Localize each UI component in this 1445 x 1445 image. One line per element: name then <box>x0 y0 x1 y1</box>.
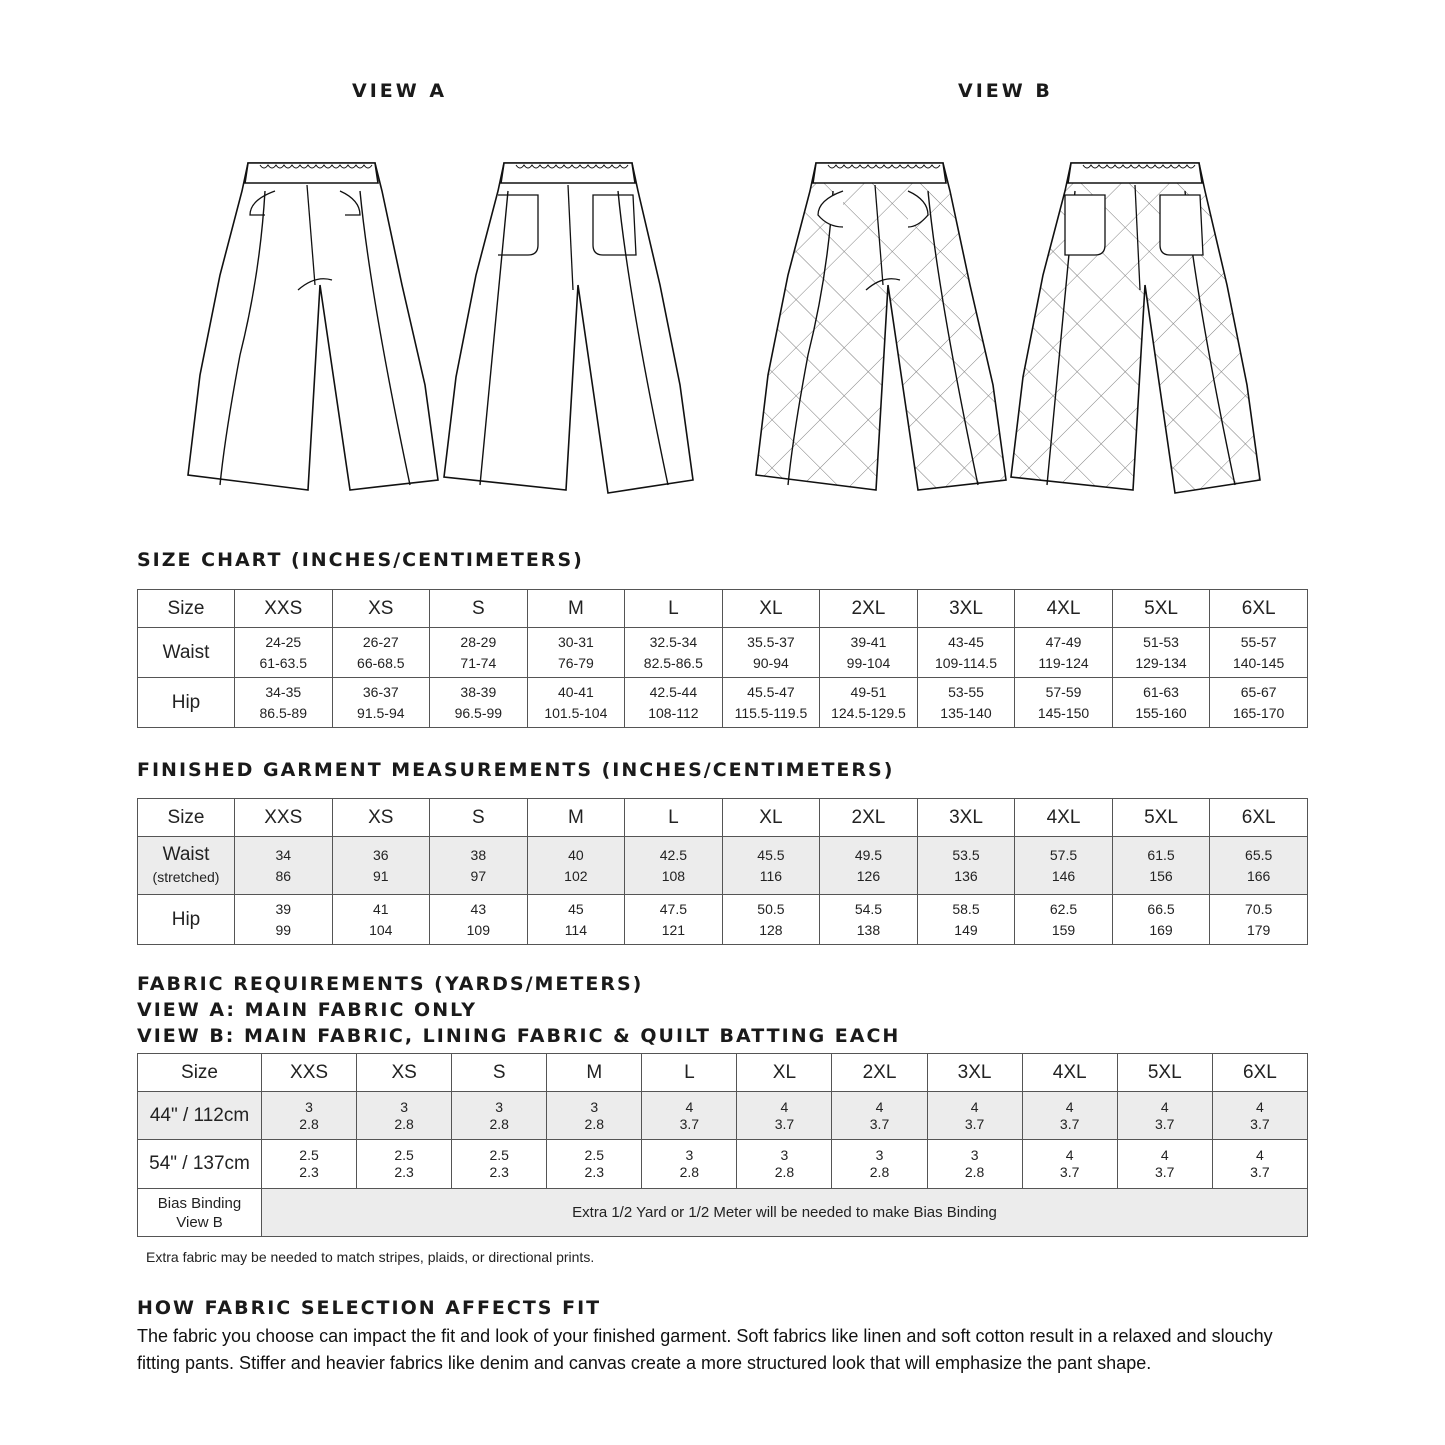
yard-value: 4 <box>1065 1147 1074 1163</box>
measure-cell <box>332 837 430 895</box>
fabric-heading: FABRIC REQUIREMENTS (YARDS/METERS) <box>137 973 644 995</box>
size-cell: L <box>625 590 723 628</box>
meter-value: 2.8 <box>964 1164 985 1180</box>
inch-value: 57-59 <box>1045 683 1082 700</box>
yard-value: 4 <box>685 1098 694 1115</box>
meter-value: 2.8 <box>869 1164 890 1180</box>
yard-value: 4 <box>875 1098 884 1115</box>
size-cell: M <box>547 1054 642 1092</box>
finished-waist-row <box>138 837 1308 895</box>
inch-value: 58.5 <box>952 900 980 917</box>
measure-cell <box>527 628 625 678</box>
size-cell: XS <box>357 1054 452 1092</box>
measure-cell <box>917 628 1015 678</box>
meter-value: 3.7 <box>1059 1115 1080 1132</box>
cm-value: 91 <box>373 867 389 884</box>
meter-value: 3.7 <box>1250 1164 1270 1180</box>
inch-value: 28-29 <box>460 633 497 650</box>
size-cell: XS <box>332 799 430 837</box>
yard-value: 3 <box>685 1147 694 1163</box>
measure-cell <box>1015 837 1113 895</box>
measure-cell <box>737 1092 832 1140</box>
cm-value: 169 <box>1149 921 1173 938</box>
measure-cell <box>1112 895 1210 945</box>
measure-cell <box>820 678 918 728</box>
inch-value: 55-57 <box>1240 633 1277 650</box>
size-cell: XS <box>332 590 430 628</box>
inch-value: 50.5 <box>757 900 785 917</box>
size-cell: 6XL <box>1210 590 1308 628</box>
cm-value: 159 <box>1051 921 1076 938</box>
cm-value: 71-74 <box>460 654 497 671</box>
yard-value: 3 <box>970 1147 979 1163</box>
bias-binding-row <box>138 1189 1308 1237</box>
cm-value: 140-145 <box>1232 654 1285 671</box>
inch-value: 43 <box>470 900 487 917</box>
inch-value: 35.5-37 <box>747 633 795 650</box>
measure-cell <box>262 1140 357 1189</box>
inch-value: 36-37 <box>362 683 399 700</box>
measure-cell <box>1015 678 1113 728</box>
row-label: Waist <box>162 844 210 865</box>
view-a-title: VIEW A <box>352 80 448 102</box>
measure-cell <box>642 1092 737 1140</box>
cm-value: 146 <box>1051 867 1076 884</box>
cm-value: 115.5-119.5 <box>734 704 808 721</box>
cm-value: 108 <box>661 867 686 884</box>
yard-value: 3 <box>495 1098 504 1115</box>
size-chart-waist-row <box>138 628 1308 678</box>
cm-value: 82.5-86.5 <box>643 654 703 671</box>
measure-cell <box>332 628 430 678</box>
size-cell: M <box>527 590 625 628</box>
cm-value: 179 <box>1246 921 1271 938</box>
yard-value: 2.5 <box>394 1147 414 1163</box>
yard-value: 3 <box>305 1098 313 1115</box>
yard-value: 4 <box>1160 1147 1169 1163</box>
measure-cell <box>1117 1092 1212 1140</box>
inch-value: 40-41 <box>557 683 594 700</box>
inch-value: 39 <box>275 900 292 917</box>
row-label: 54" / 137cm <box>138 1140 262 1189</box>
measure-cell <box>917 837 1015 895</box>
inch-value: 34 <box>275 846 292 863</box>
cm-value: 99 <box>275 921 292 938</box>
measure-cell <box>722 628 820 678</box>
inch-value: 36 <box>373 846 389 863</box>
measure-cell <box>820 628 918 678</box>
inch-value: 47-49 <box>1045 633 1082 650</box>
meter-value: 3.7 <box>1059 1164 1080 1180</box>
inch-value: 24-25 <box>265 633 302 650</box>
cm-value: 126 <box>856 867 881 884</box>
size-cell: XL <box>722 799 820 837</box>
size-cell: 4XL <box>1022 1054 1117 1092</box>
measure-cell <box>832 1092 927 1140</box>
inch-value: 38 <box>470 846 487 863</box>
cm-value: 101.5-104 <box>544 704 608 721</box>
measure-cell <box>1117 1140 1212 1189</box>
size-cell: 6XL <box>1212 1054 1307 1092</box>
inch-value: 61.5 <box>1147 846 1175 863</box>
fit-paragraph: The fabric you choose can impact the fit and look of your finished garment. Soft fabrics like linen and soft cotton result in a relaxed and slouchy fitting pants. Stiffer and heavier fabrics like denim and canvas create a more structured look that will emphasize the pant shape. <box>137 1326 1273 1373</box>
fabric-requirements-table <box>137 1053 1308 1237</box>
inch-value: 51-53 <box>1143 633 1179 650</box>
cm-value: 145-150 <box>1037 704 1090 721</box>
inch-value: 45 <box>568 900 584 917</box>
inch-value: 34-35 <box>265 683 302 700</box>
inch-value: 30-31 <box>557 633 594 650</box>
cm-value: 104 <box>369 921 393 938</box>
measure-cell <box>1112 678 1210 728</box>
measure-cell <box>262 1092 357 1140</box>
inch-value: 53-55 <box>948 683 984 700</box>
meter-value: 3.7 <box>679 1115 700 1132</box>
size-cell: XXS <box>262 1054 357 1092</box>
cm-value: 76-79 <box>557 654 594 671</box>
inch-value: 61-63 <box>1143 683 1179 700</box>
inch-value: 49-51 <box>850 683 887 700</box>
inch-value: 57.5 <box>1049 846 1078 863</box>
size-cell: XXS <box>235 799 333 837</box>
bias-label-cell <box>138 1189 262 1237</box>
measure-cell <box>357 1092 452 1140</box>
size-cell: L <box>625 799 723 837</box>
inch-value: 39-41 <box>850 633 887 650</box>
measure-cell <box>1112 628 1210 678</box>
meter-value: 3.7 <box>1155 1115 1175 1132</box>
measure-cell <box>527 837 625 895</box>
cm-value: 166 <box>1246 867 1271 884</box>
measure-cell <box>547 1140 642 1189</box>
measure-cell <box>1210 678 1308 728</box>
inch-value: 43-45 <box>948 633 984 650</box>
meter-value: 3.7 <box>869 1115 890 1132</box>
cm-value: 97 <box>470 867 487 884</box>
cm-value: 128 <box>759 921 783 938</box>
inch-value: 54.5 <box>854 900 883 917</box>
size-cell: S <box>430 590 528 628</box>
row-sublabel: (stretched) <box>152 869 220 885</box>
measure-cell <box>452 1140 547 1189</box>
cm-value: 129-134 <box>1135 654 1187 671</box>
measure-cell <box>1015 628 1113 678</box>
inch-value: 42.5 <box>659 846 688 863</box>
meter-value: 2.3 <box>489 1164 509 1180</box>
view-b-title: VIEW B <box>958 80 1053 102</box>
fit-heading: HOW FABRIC SELECTION AFFECTS FIT <box>137 1297 602 1319</box>
measure-cell <box>332 678 430 728</box>
cm-value: 86.5-89 <box>259 704 307 721</box>
yard-value: 4 <box>780 1098 789 1115</box>
meter-value: 2.8 <box>489 1115 509 1132</box>
meter-value: 3.7 <box>1250 1115 1270 1132</box>
measure-cell <box>547 1092 642 1140</box>
measure-cell <box>527 895 625 945</box>
cm-value: 136 <box>954 867 978 884</box>
bias-text: Extra 1/2 Yard or 1/2 Meter will be needed to make Bias Binding <box>262 1189 1308 1237</box>
yard-value: 2.5 <box>584 1147 604 1163</box>
meter-value: 2.8 <box>679 1164 700 1180</box>
inch-value: 41 <box>373 900 389 917</box>
measure-cell <box>235 895 333 945</box>
measure-cell <box>527 678 625 728</box>
meter-value: 2.3 <box>394 1164 414 1180</box>
measure-cell <box>1212 1092 1307 1140</box>
cm-value: 156 <box>1149 867 1173 884</box>
cm-value: 61-63.5 <box>259 654 307 671</box>
yard-value: 4 <box>1255 1098 1264 1115</box>
cm-value: 119-124 <box>1038 654 1089 671</box>
size-cell: 6XL <box>1210 799 1308 837</box>
measure-cell <box>737 1140 832 1189</box>
size-cell: 3XL <box>917 799 1015 837</box>
measure-cell <box>332 895 430 945</box>
measure-cell <box>625 628 723 678</box>
row-label: Hip <box>138 895 235 945</box>
meter-value: 2.8 <box>299 1115 319 1132</box>
cm-value: 149 <box>954 921 978 938</box>
size-cell: 5XL <box>1112 799 1210 837</box>
measure-cell <box>927 1092 1022 1140</box>
measure-cell <box>917 895 1015 945</box>
size-cell: XL <box>737 1054 832 1092</box>
cm-value: 86 <box>275 867 292 884</box>
cm-value: 109 <box>466 921 490 938</box>
cm-value: 99-104 <box>846 654 891 671</box>
fabric-44-row <box>138 1092 1308 1140</box>
measure-cell <box>642 1140 737 1189</box>
size-label: Size <box>138 799 235 837</box>
fabric-54-row <box>138 1140 1308 1189</box>
measure-cell <box>1212 1140 1307 1189</box>
measure-cell <box>1112 837 1210 895</box>
yard-value: 3 <box>400 1098 409 1115</box>
measure-cell <box>452 1092 547 1140</box>
row-label: Waist <box>138 628 235 678</box>
fabric-view-a-heading: VIEW A: MAIN FABRIC ONLY <box>137 999 477 1021</box>
measure-cell <box>1210 628 1308 678</box>
inch-value: 49.5 <box>854 846 883 863</box>
yard-value: 4 <box>1065 1098 1074 1115</box>
yard-value: 3 <box>780 1147 789 1163</box>
cm-value: 138 <box>856 921 881 938</box>
view-b-back-illustration <box>1005 155 1305 500</box>
size-cell: 5XL <box>1112 590 1210 628</box>
cm-value: 165-170 <box>1232 704 1285 721</box>
measure-cell <box>1210 837 1308 895</box>
meter-value: 2.8 <box>584 1115 604 1132</box>
size-chart-hip-row <box>138 678 1308 728</box>
meter-value: 2.8 <box>774 1164 795 1180</box>
measure-cell <box>820 895 918 945</box>
inch-value: 42.5-44 <box>649 683 698 700</box>
measure-cell <box>1022 1092 1117 1140</box>
cm-value: 135-140 <box>940 704 992 721</box>
cm-value: 116 <box>759 867 783 884</box>
measure-cell <box>235 628 333 678</box>
cm-value: 109-114.5 <box>934 654 997 671</box>
yard-value: 4 <box>970 1098 979 1115</box>
cm-value: 66-68.5 <box>357 654 405 671</box>
inch-value: 47.5 <box>659 900 688 917</box>
cm-value: 121 <box>661 921 686 938</box>
measure-cell <box>625 678 723 728</box>
size-cell: 2XL <box>832 1054 927 1092</box>
size-cell: S <box>430 799 528 837</box>
size-cell: XXS <box>235 590 333 628</box>
cm-value: 91.5-94 <box>357 704 405 721</box>
cm-value: 124.5-129.5 <box>831 704 906 721</box>
inch-value: 65-67 <box>1240 683 1277 700</box>
cm-value: 114 <box>564 921 588 938</box>
size-cell: XL <box>722 590 820 628</box>
meter-value: 2.8 <box>394 1115 414 1132</box>
measure-cell <box>430 895 528 945</box>
inch-value: 65.5 <box>1245 846 1273 863</box>
measure-cell <box>235 837 333 895</box>
fabric-header-row <box>138 1054 1308 1092</box>
inch-value: 62.5 <box>1049 900 1078 917</box>
measure-cell <box>357 1140 452 1189</box>
meter-value: 3.7 <box>964 1115 985 1132</box>
size-chart-heading: SIZE CHART (INCHES/CENTIMETERS) <box>137 549 584 571</box>
measure-cell <box>820 837 918 895</box>
meter-value: 2.3 <box>584 1164 604 1180</box>
size-cell: M <box>527 799 625 837</box>
inch-value: 40 <box>568 846 584 863</box>
size-cell: 3XL <box>917 590 1015 628</box>
measure-cell <box>430 628 528 678</box>
cm-value: 102 <box>564 867 588 884</box>
size-cell: 4XL <box>1015 799 1113 837</box>
size-cell: 5XL <box>1117 1054 1212 1092</box>
size-cell: S <box>452 1054 547 1092</box>
finished-hip-row <box>138 895 1308 945</box>
size-cell: 2XL <box>820 799 918 837</box>
size-cell: 2XL <box>820 590 918 628</box>
measure-cell <box>722 837 820 895</box>
cm-value: 90-94 <box>753 654 789 671</box>
size-cell: L <box>642 1054 737 1092</box>
fabric-view-b-heading: VIEW B: MAIN FABRIC, LINING FABRIC & QUILT BATTING EACH <box>137 1025 901 1047</box>
measure-cell <box>1022 1140 1117 1189</box>
yard-value: 2.5 <box>299 1147 319 1163</box>
finished-measurements-table <box>137 798 1308 945</box>
yard-value: 4 <box>1160 1098 1169 1115</box>
inch-value: 32.5-34 <box>649 633 698 650</box>
measure-cell <box>722 895 820 945</box>
meter-value: 3.7 <box>1155 1164 1175 1180</box>
size-chart-header-row <box>138 590 1308 628</box>
cm-value: 108-112 <box>648 704 699 721</box>
inch-value: 38-39 <box>460 683 497 700</box>
inch-value: 45.5-47 <box>747 683 795 700</box>
row-label: Hip <box>138 678 235 728</box>
bias-label: Bias Binding <box>157 1194 242 1212</box>
meter-value: 2.3 <box>299 1164 319 1180</box>
size-cell: 3XL <box>927 1054 1022 1092</box>
cm-value: 155-160 <box>1135 704 1187 721</box>
size-label: Size <box>138 1054 262 1092</box>
measure-cell <box>722 678 820 728</box>
fabric-note: Extra fabric may be needed to match stripes, plaids, or directional prints. <box>146 1249 595 1265</box>
row-label-cell <box>138 837 235 895</box>
measure-cell <box>625 895 723 945</box>
inch-value: 53.5 <box>952 846 980 863</box>
size-label: Size <box>138 590 235 628</box>
view-a-front-illustration <box>180 155 480 500</box>
measure-cell <box>1015 895 1113 945</box>
bias-sublabel: View B <box>176 1213 223 1231</box>
measure-cell <box>917 678 1015 728</box>
inch-value: 70.5 <box>1245 900 1273 917</box>
finished-header-row <box>138 799 1308 837</box>
finished-heading: FINISHED GARMENT MEASUREMENTS (INCHES/CENTIMETERS) <box>137 759 895 781</box>
yard-value: 3 <box>875 1147 884 1163</box>
measure-cell <box>927 1140 1022 1189</box>
view-a-back-illustration <box>438 155 738 500</box>
cm-value: 96.5-99 <box>454 704 503 721</box>
inch-value: 45.5 <box>757 846 785 863</box>
yard-value: 4 <box>1255 1147 1264 1163</box>
measure-cell <box>235 678 333 728</box>
inch-value: 26-27 <box>362 633 399 650</box>
measure-cell <box>832 1140 927 1189</box>
meter-value: 3.7 <box>774 1115 795 1132</box>
measure-cell <box>1210 895 1308 945</box>
measure-cell <box>430 837 528 895</box>
measure-cell <box>430 678 528 728</box>
measure-cell <box>625 837 723 895</box>
row-label: 44" / 112cm <box>138 1092 262 1140</box>
size-chart-table <box>137 589 1308 728</box>
view-b-front-illustration <box>748 155 1048 500</box>
yard-value: 3 <box>590 1098 599 1115</box>
yard-value: 2.5 <box>489 1147 509 1163</box>
inch-value: 66.5 <box>1147 900 1175 917</box>
size-cell: 4XL <box>1015 590 1113 628</box>
